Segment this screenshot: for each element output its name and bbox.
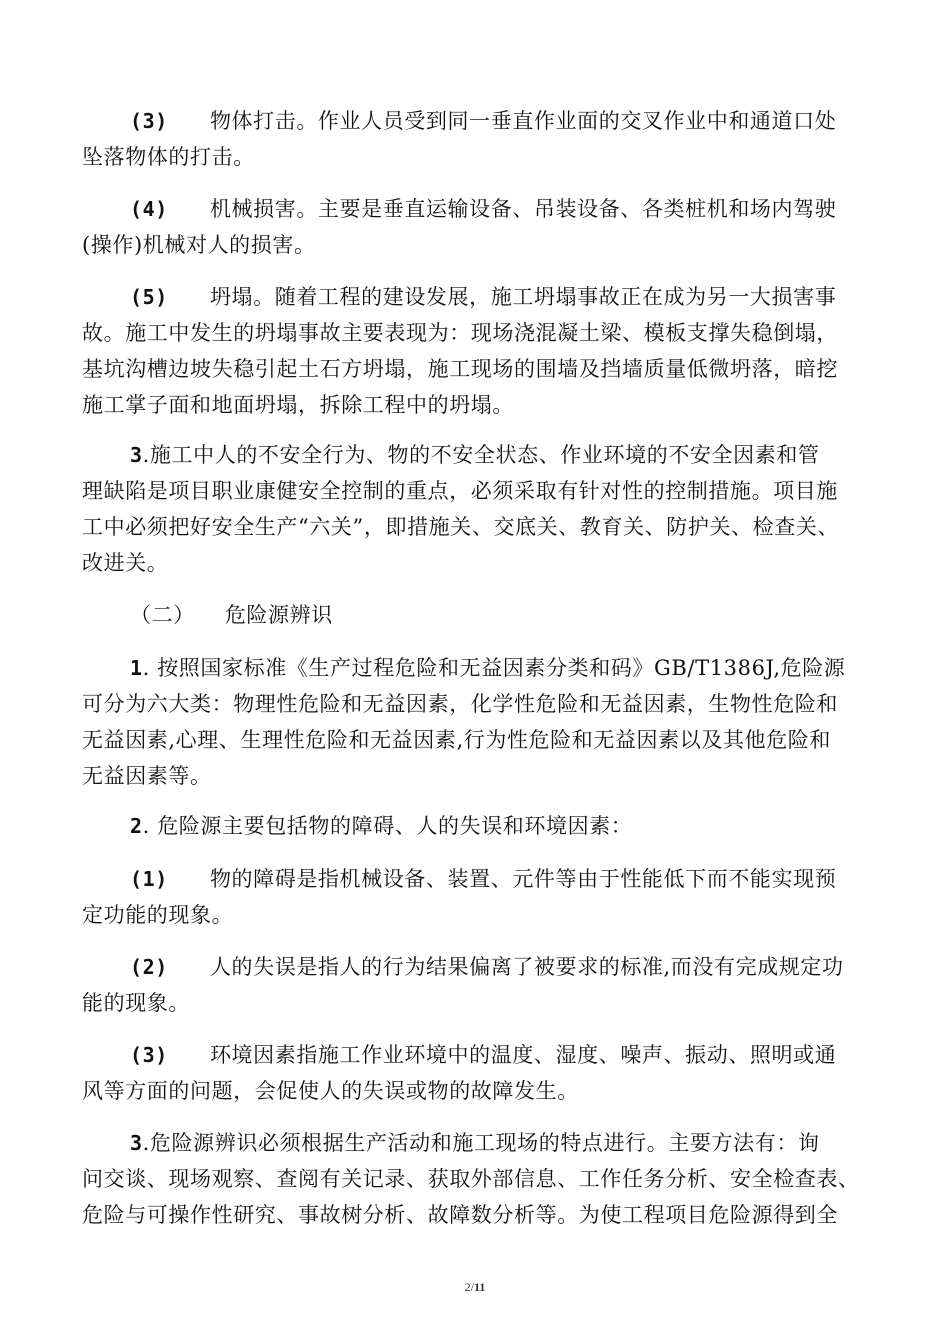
paragraph-line: 物的障碍是指机械设备、装置、元件等由于性能低下而不能实现预 (209, 867, 837, 891)
paragraph-line: 基坑沟槽边坡失稳引起土石方坍塌，施工现场的围墙及挡墙质量低微坍落，暗挖 (82, 357, 838, 381)
paragraph-line: 能的现象。 (82, 991, 190, 1015)
paragraph-collapse (82, 279, 882, 423)
page-number-current: 2/ (464, 1280, 474, 1294)
paragraph-line: 危险与可操作性研究、事故树分析、故障数分析等。为使工程项目危险源得到全 (82, 1203, 838, 1227)
section-number: （二） (130, 603, 195, 627)
paragraph-identification-methods (82, 1125, 882, 1233)
paragraph-line: 故。施工中发生的坍塌事故主要表现为：现场浇混凝土梁、模板支撑失稳倒塌， (82, 321, 838, 345)
page-number (0, 1280, 950, 1295)
item-number: (1) (130, 867, 168, 891)
paragraph-line: 机械损害。主要是垂直运输设备、吊装设备、各类桩机和场内驾驶 (209, 197, 837, 221)
paragraph-object-obstacle (82, 861, 882, 933)
item-number: (3) (130, 1043, 168, 1067)
paragraph-line: 环境因素指施工作业环境中的温度、湿度、噪声、振动、照明或通 (209, 1043, 837, 1067)
page-number-total: 11 (474, 1280, 486, 1294)
paragraph-line: 坍塌。随着工程的建设发展，施工坍塌事故正在成为另一大损害事 (209, 285, 837, 309)
section-title: 危险源辨识 (224, 603, 333, 627)
paragraph-line: 坠落物体的打击。 (82, 145, 255, 169)
item-number: 3 (130, 1131, 143, 1155)
paragraph-environment-factors (82, 1037, 882, 1109)
paragraph-line: 物体打击。作业人员受到同一垂直作业面的交叉作业中和通道口处 (209, 109, 837, 133)
paragraph-line: 无益因素,心理、生理性危险和无益因素,行为性危险和无益因素以及其他危险和 (82, 728, 831, 752)
paragraph-line: 施工掌子面和地面坍塌，拆除工程中的坍塌。 (82, 393, 514, 417)
paragraph-national-standard (82, 650, 882, 794)
paragraph-line: 工中必须把好安全生产“六关”，即措施关、交底关、教育关、防护关、检查关、 (82, 515, 840, 539)
section-heading-hazard-identification (82, 597, 882, 633)
paragraph-line: 可分为六大类：物理性危险和无益因素，化学性危险和无益因素，生物性危险和 (82, 692, 838, 716)
item-number: (5) (130, 285, 168, 309)
paragraph-line: 人的失误是指人的行为结果偏离了被要求的标准,而没有完成规定功 (209, 955, 844, 979)
paragraph-line: 无益因素等。 (82, 764, 212, 788)
paragraph-line: 定功能的现象。 (82, 903, 234, 927)
paragraph-line: 风等方面的问题，会促使人的失误或物的故障发生。 (82, 1079, 579, 1103)
paragraph-line: (操作)机械对人的损害。 (82, 233, 316, 257)
item-number: (4) (130, 197, 168, 221)
paragraph-line: 问交谈、现场观察、查阅有关记录、获取外部信息、工作任务分析、安全检查表、 (82, 1167, 860, 1191)
item-number: 3 (130, 443, 143, 467)
paragraph-human-error (82, 949, 882, 1021)
paragraph-line: . 危险源主要包括物的障碍、人的失误和环境因素： (142, 814, 633, 838)
paragraph-hazard-sources (82, 808, 882, 844)
paragraph-line: 理缺陷是项目职业康健安全控制的重点，必须采取有针对性的控制措施。项目施 (82, 479, 838, 503)
item-number: (3) (130, 109, 168, 133)
item-number: 2 (130, 814, 143, 838)
item-number: 1 (130, 656, 143, 680)
paragraph-line: .施工中人的不安全行为、物的不安全状态、作业环境的不安全因素和管 (142, 443, 820, 467)
paragraph-six-checkpoints (82, 437, 882, 581)
paragraph-line: .危险源辨识必须根据生产活动和施工现场的特点进行。主要方法有：询 (142, 1131, 820, 1155)
paragraph-line: . 按照国家标准《生产过程危险和无益因素分类和码》GB/T1386J,危险源 (142, 656, 846, 680)
paragraph-line: 改进关。 (82, 551, 169, 575)
item-number: (2) (130, 955, 168, 979)
paragraph-machinery-injury (82, 191, 882, 263)
paragraph-object-strike (82, 103, 882, 175)
